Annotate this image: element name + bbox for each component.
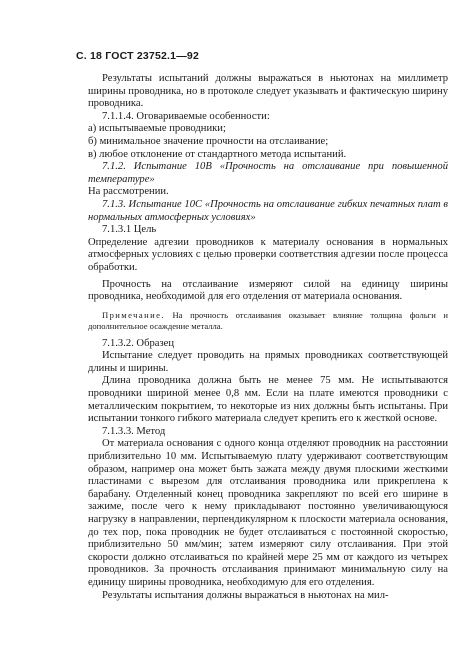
heading-method: 7.1.3.3. Метод [102,425,166,437]
heading-test-10c: 7.1.3. Испытание 10С «Прочность на отслаивание гибких печатных плат в нормальных атмосферных условиях» [88,198,448,223]
list-item-a: а) испытываемые проводники; [88,123,226,135]
note-label: Примечание. [102,309,165,320]
list-item-c: в) любое отклонение от стандартного метода испытаний. [88,148,347,160]
list-item-b: б) минимальное значение прочности на отслаивание; [88,135,329,147]
paragraph-purpose: Определение адгезии проводников к материалу основания в нормальных атмосферных условиях с целью проверки соответствия адгезии после процесса обработки. [88,236,448,273]
paragraph-under-review: На рассмотрении. [88,186,169,198]
note-text: На прочность отслаивания оказывает влияние толщина фольги и дополнительное осаждение металла. [88,309,449,331]
heading-purpose: 7.1.3.1 Цель [102,224,157,236]
paragraph-results-continued: Результаты испытания должны выражаться в ньютонах на мил- [102,589,389,601]
page-header: С. 18 ГОСТ 23752.1—92 [76,50,199,62]
paragraph-peel-strength: Прочность на отслаивание измеряют силой на единицу ширины проводника, необходимой для его отделения от материала основания. [88,278,448,303]
paragraph-results-units: Результаты испытаний должны выражаться в ньютонах на миллиметр ширины проводника, но в протоколе следует указывать и фактическую ширину проводника. [88,73,448,110]
document-body [88,73,448,602]
heading-test-10b: 7.1.2. Испытание 10В «Прочность на отслаивание при повышенной температуре» [88,161,448,185]
note [88,310,448,332]
paragraph-conductor-length: Длина проводника должна быть не менее 75 мм. Не испытываются проводники шириной менее 0,8 мм. Если на плате имеются проводники с металлическим покрытием, то некоторые из них должны быть испытаны. При испытании тонкого гибкого материала следует крепить его к жесткой основе. [88,375,448,425]
heading-specimen: 7.1.3.2. Образец [102,337,175,349]
paragraph-method: От материала основания с одного конца отделяют проводник на расстоянии приблизительно 10 мм. Испытываемую плату удерживают соответствующим образом, например она может быть зажата между двумя плоскими жесткими пластинами с вырезом для отслаивания проводника или прикреплена к барабану. Отделенный конец проводника закрепляют по всей его ширине в зажиме, после чего к нему прикладывают постоянно увеличивающуюся нагрузку в направлении, перпендикулярном к плоскости материала основания, до тех пор, пока проводник не будет отслаиваться с постоянной скоростью, приблизительно 50 мм/мин; затем измеряют силу отслаивания. При этой скорости должно отслаиваться по крайней мере 25 мм от каждого из четырех проводников. За прочность отслаивания принимают минимальную силу на единицу ширины проводника, необходимую для его отделения. [88,438,448,588]
paragraph-specimen: Испытание следует проводить на прямых проводниках соответствующей длины и ширины. [88,350,448,374]
paragraph-section-7-1-1-4: 7.1.1.4. Оговариваемые особенности: [102,110,270,122]
